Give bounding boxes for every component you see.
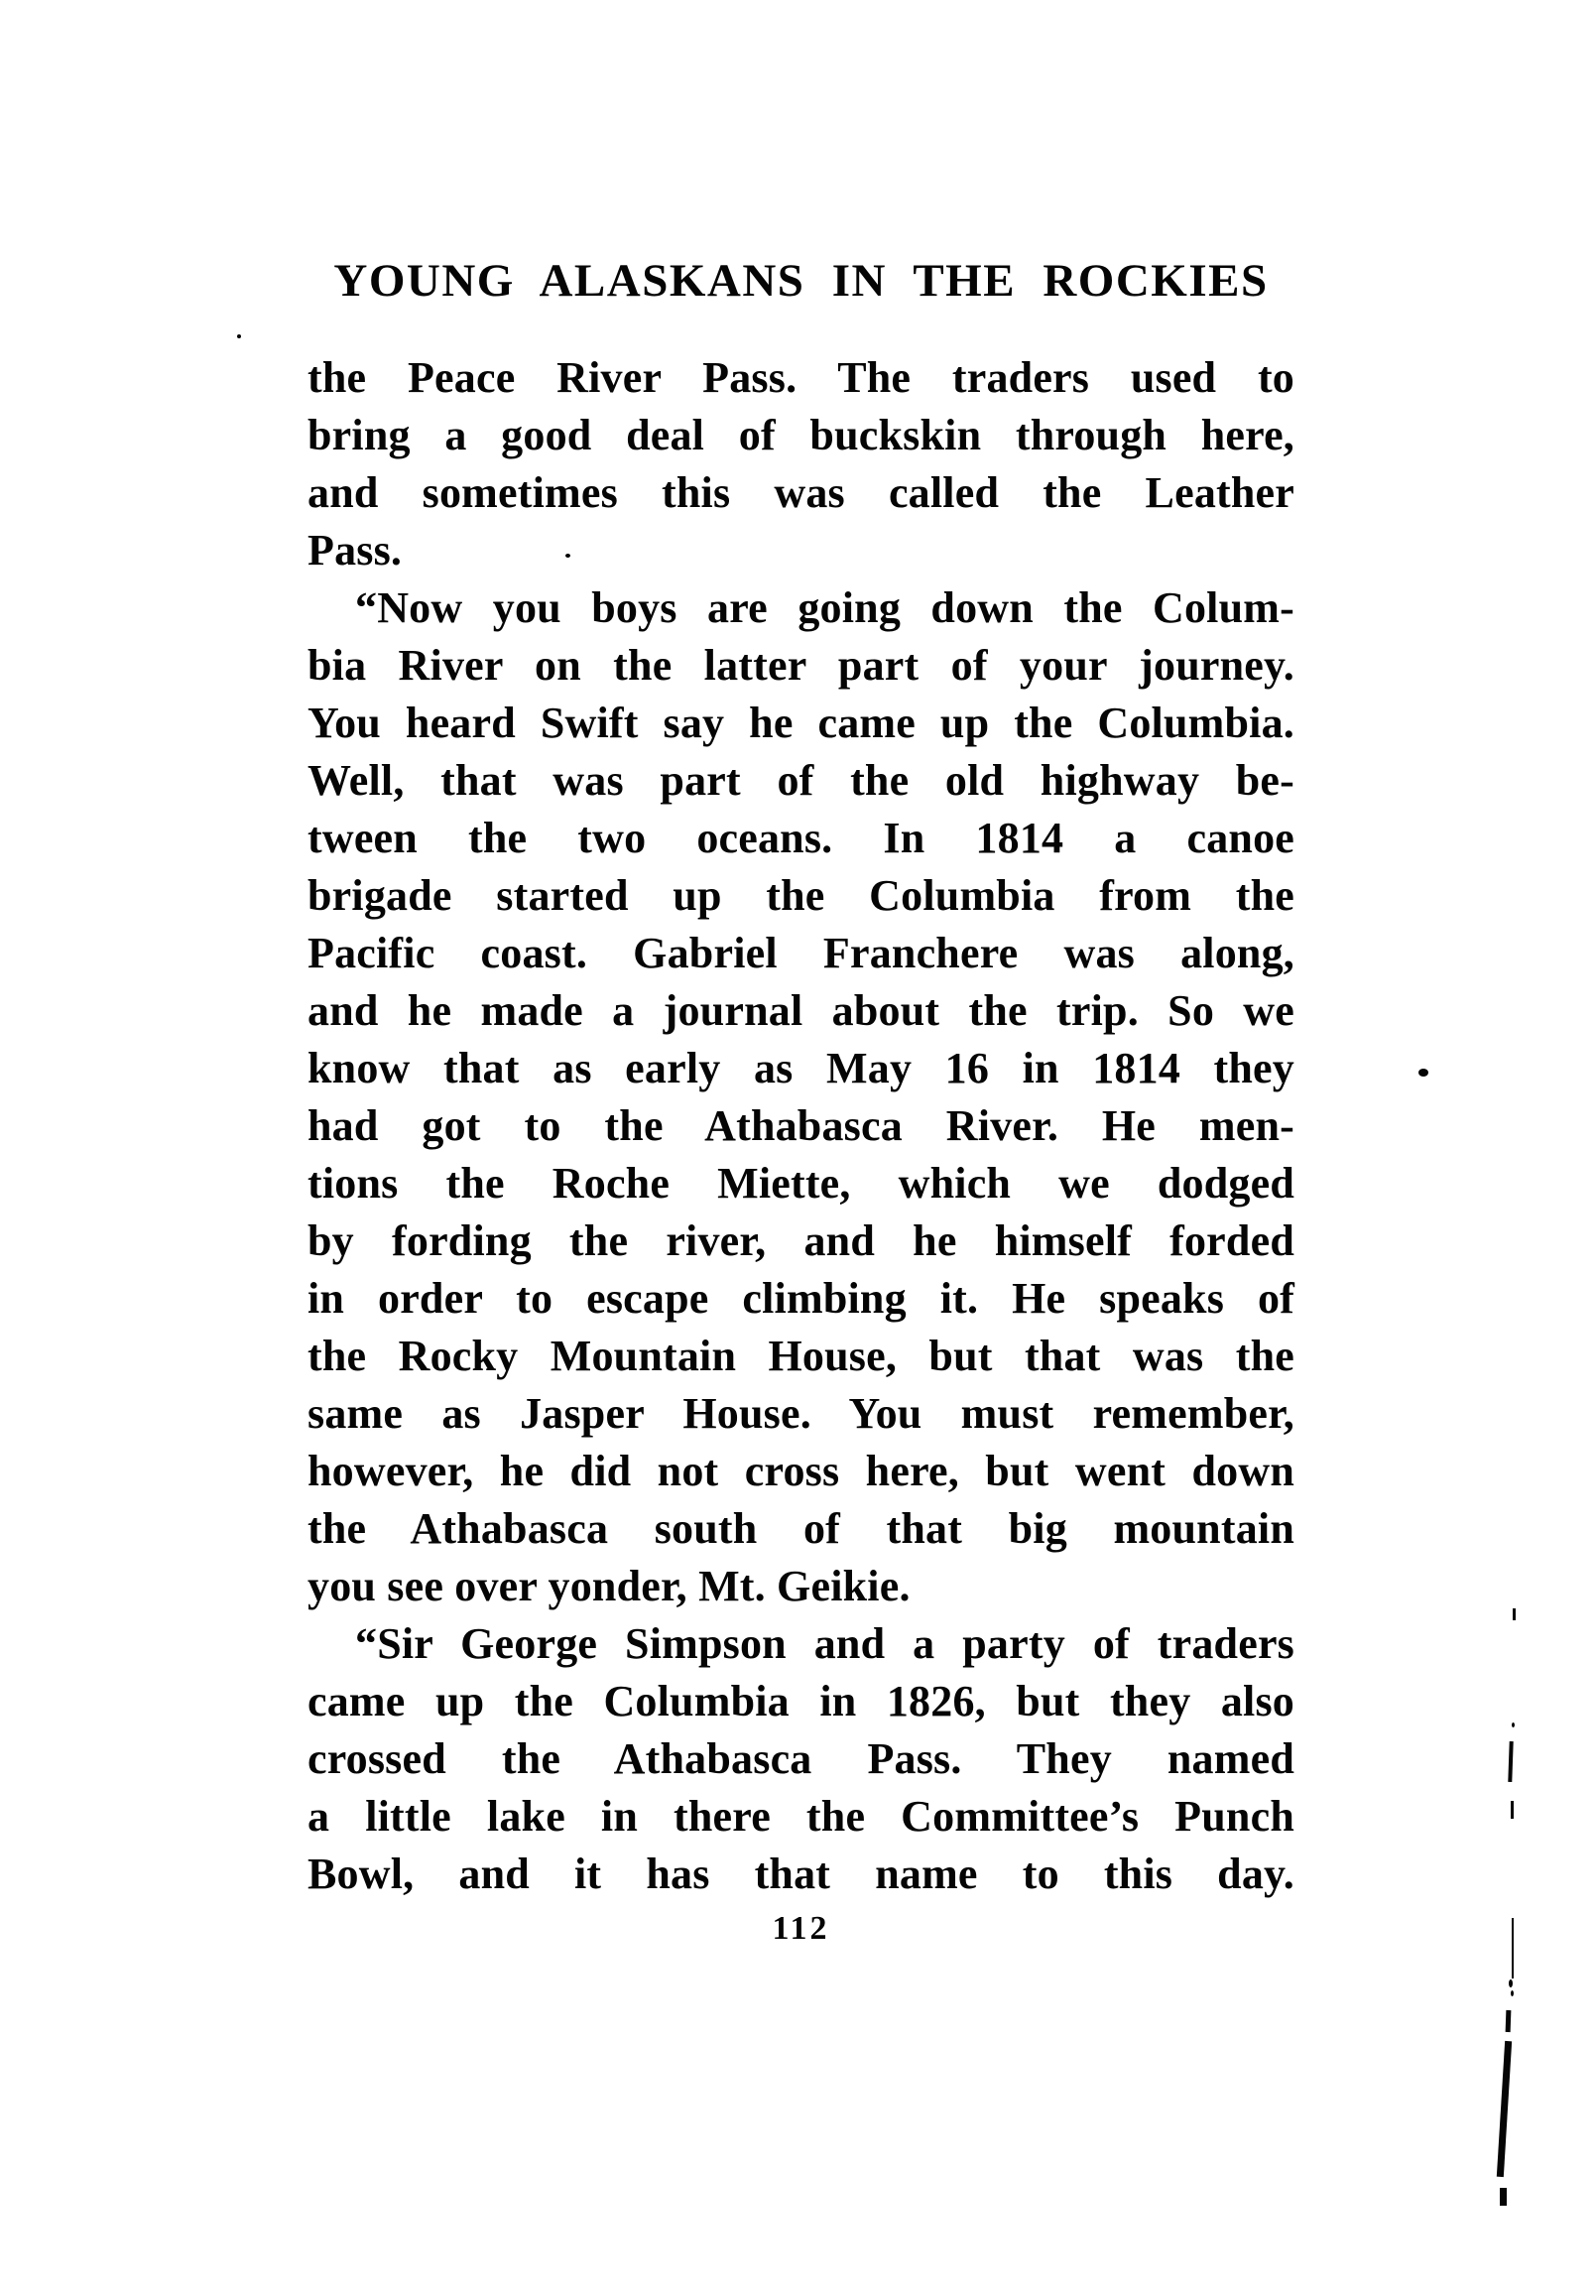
text-line: however, he did not cross here, but went down — [307, 1447, 1294, 1495]
text-line: bia River on the latter part of your journey. — [307, 641, 1294, 690]
text-line: Bowl, and it has that name to this day. — [307, 1850, 1294, 1898]
text-line: tions the Roche Miette, which we dodged — [307, 1159, 1294, 1208]
text-line: the Athabasca south of that big mountain — [307, 1504, 1294, 1553]
text-line: came up the Columbia in 1826, but they also — [307, 1677, 1294, 1725]
scan-mark-dash-1 — [1513, 1608, 1516, 1620]
text-line: Pacific coast. Gabriel Franchere was along, — [307, 929, 1294, 977]
ink-dot-right-margin — [1418, 1069, 1428, 1077]
scan-mark-line-5 — [1512, 1918, 1514, 1978]
text-line: the Peace River Pass. The traders used to — [307, 353, 1294, 402]
scan-mark-dash-4 — [1511, 1801, 1514, 1819]
text-line: You heard Swift say he came up the Columbia. — [307, 699, 1294, 747]
text-line: Pass. — [307, 526, 403, 574]
text-line: brigade started up the Columbia from the — [307, 871, 1294, 920]
text-line: same as Jasper House. You must remember, — [307, 1389, 1294, 1438]
scan-mark-dash-3 — [1508, 1741, 1513, 1782]
scan-mark-long-line-9 — [1497, 2041, 1512, 2177]
text-line: and sometimes this was called the Leather — [307, 468, 1294, 517]
ink-speck-after-pass — [565, 554, 570, 558]
scan-mark-dot-6 — [1509, 1979, 1513, 1987]
text-line: crossed the Athabasca Pass. They named — [307, 1734, 1294, 1783]
scan-mark-dot-2 — [1512, 1722, 1515, 1727]
ink-speck-left-margin — [237, 334, 241, 338]
page-number: 112 — [772, 1910, 830, 1947]
text-line: tween the two oceans. In 1814 a canoe — [307, 814, 1294, 862]
text-line: know that as early as May 16 in 1814 they — [307, 1044, 1294, 1092]
text-line: by fording the river, and he himself forded — [307, 1216, 1294, 1265]
text-line: a little lake in there the Committee’s Punch — [307, 1792, 1294, 1841]
scan-mark-dot-7 — [1511, 1990, 1514, 1996]
running-head: YOUNG ALASKANS IN THE ROCKIES — [333, 255, 1269, 307]
scan-mark-dash-8 — [1506, 2010, 1512, 2032]
text-line: you see over yonder, Mt. Geikie. — [307, 1562, 911, 1610]
text-line: bring a good deal of buckskin through here, — [307, 411, 1294, 459]
text-line: Well, that was part of the old highway be- — [307, 756, 1294, 805]
text-line: and he made a journal about the trip. So we — [307, 986, 1294, 1035]
text-line: had got to the Athabasca River. He men- — [307, 1101, 1294, 1150]
text-line: “Now you boys are going down the Colum- — [355, 583, 1294, 632]
text-line: “Sir George Simpson and a party of traders — [355, 1619, 1294, 1668]
scan-mark-dash-10 — [1500, 2188, 1507, 2206]
text-line: the Rocky Mountain House, but that was the — [307, 1332, 1294, 1380]
body-text-block — [307, 349, 1294, 1903]
text-line: in order to escape climbing it. He speaks of — [307, 1274, 1294, 1323]
